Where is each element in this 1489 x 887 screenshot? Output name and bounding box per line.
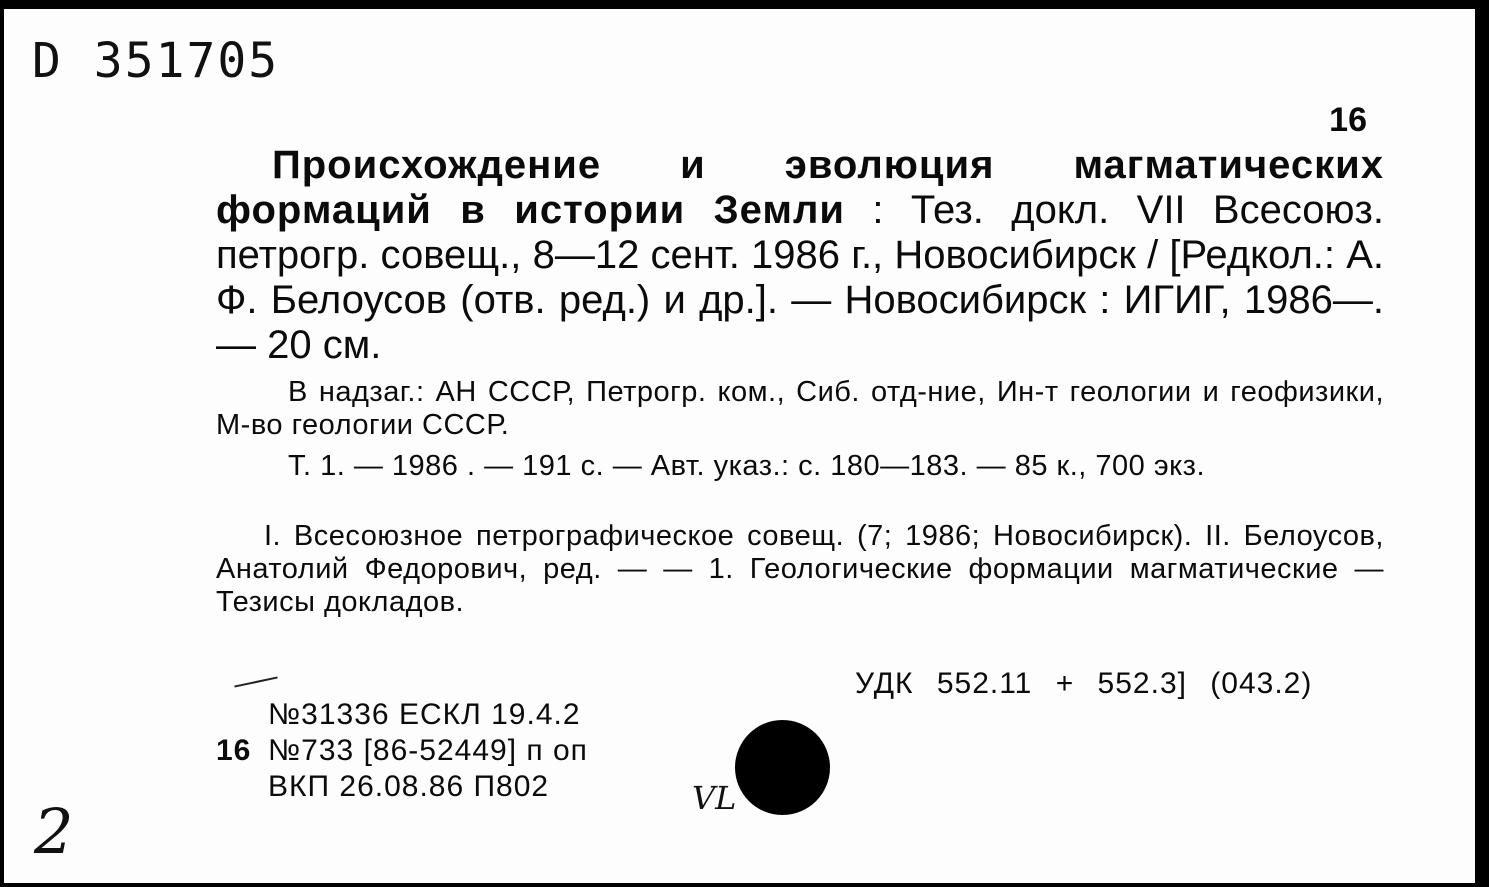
subject-tracings: I. Всесоюзное петрографическое совещ. (7; 1986; Новосибирск). II. Белоусов, Анатолий Федорович, ред. — — 1. Геологические формации магматические — Тезисы докладов.: [216, 520, 1384, 618]
series-note: В надзаг.: АН СССР, Петрогр. ком., Сиб. отд-ние, Ин-т геологии и геофизики, М-во геологии СССР.: [216, 376, 1384, 441]
accession-block: [216, 697, 588, 805]
handwritten-shelf-id: D 351705: [32, 33, 280, 89]
entry-title: Происхождение и эволюция магматических формаций в истории Земли: [216, 143, 1384, 232]
handwritten-initials: VL: [692, 779, 737, 817]
accession-prefix: 16: [216, 734, 252, 767]
accession-text: №31336 ЕСКЛ 19.4.2: [268, 698, 581, 731]
entry-details: : Тез. докл. VII Всесоюз. петрогр. совещ., 8—12 сент. 1986 г., Новосибирск / [Редкол.: А. Ф. Белоусов (отв. ред.) и др.]. — Новосибирск : ИГИГ, 1986—. — 20 см.: [216, 188, 1385, 367]
pencil-dash-mark: [234, 676, 277, 687]
udc-classification: УДК 552.11 + 552.3] (043.2): [855, 667, 1313, 700]
volume-note: Т. 1. — 1986 . — 191 с. — Авт. указ.: с. 180—183. — 85 к., 700 экз.: [288, 450, 1205, 482]
catalog-card: [4, 3, 1482, 883]
accession-text: №733 [86-52449] п оп: [268, 734, 588, 767]
accession-line: [216, 733, 588, 769]
card-number: 16: [1329, 101, 1367, 139]
accession-line: [216, 697, 588, 733]
handwritten-corner-mark: 2: [34, 795, 74, 868]
accession-prefix: [216, 769, 268, 805]
accession-line: [216, 769, 588, 805]
main-bibliographic-entry: [216, 143, 1384, 368]
accession-prefix: [216, 697, 268, 733]
punched-hole-dot: [735, 720, 830, 815]
accession-text: ВКП 26.08.86 П802: [268, 770, 550, 803]
